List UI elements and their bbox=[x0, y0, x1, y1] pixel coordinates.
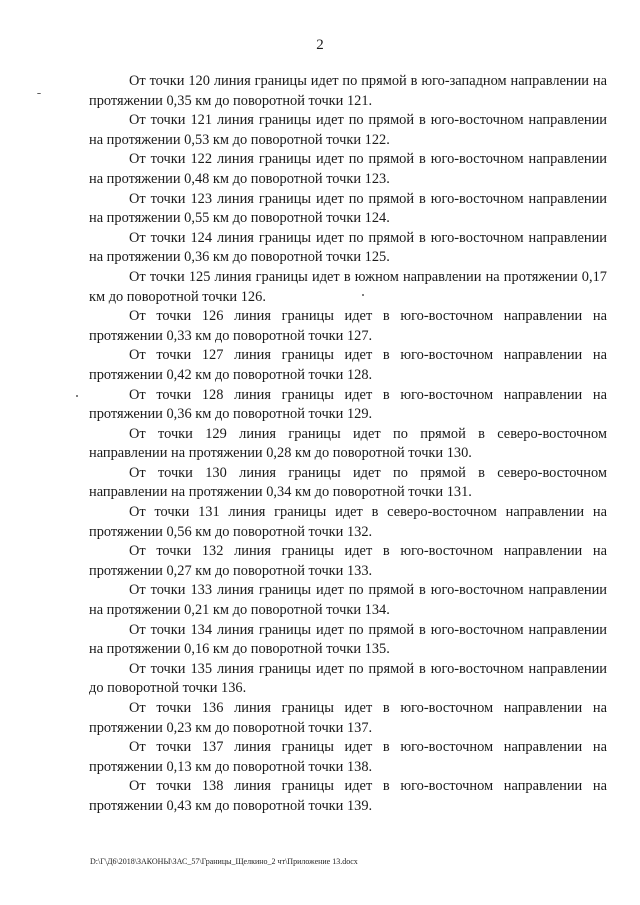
boundary-paragraph: От точки 134 линия границы идет по прямой в юго-восточном направлении на протяжении 0,16 км до поворотной точки 135. bbox=[89, 621, 607, 658]
boundary-paragraph: От точки 133 линия границы идет по прямой в юго-восточном направлении на протяжении 0,21 км до поворотной точки 134. bbox=[89, 582, 607, 619]
boundary-paragraph: От точки 130 линия границы идет по прямой в северо-восточном направлении на протяжении 0,34 км до поворотной точки 131. bbox=[89, 464, 607, 501]
document-body bbox=[89, 72, 607, 817]
boundary-paragraph: От точки 121 линия границы идет по прямой в юго-восточном направлении на протяжении 0,53 км до поворотной точки 122. bbox=[89, 112, 607, 148]
footer-file-path: D:\Г\Д6\2018\ЗАКОНЫ\ЗАС_57\Границы_Щелкино_2 чт\Приложение 13.docx bbox=[90, 857, 358, 866]
page-number: 2 bbox=[316, 37, 324, 53]
boundary-paragraph: От точки 126 линия границы идет в юго-восточном направлении на протяжении 0,33 км до поворотной точки 127. bbox=[89, 308, 607, 344]
boundary-paragraph: От точки 135 линия границы идет по прямой в юго-восточном направлении до поворотной точки 136. bbox=[89, 660, 607, 697]
boundary-paragraph: От точки 129 линия границы идет по прямой в северо-восточном направлении на протяжении 0,28 км до поворотной точки 130. bbox=[89, 425, 607, 462]
boundary-paragraph: От точки 120 линия границы идет по прямой в юго-западном направлении на протяжении 0,35 км до поворотной точки 121. bbox=[89, 73, 607, 109]
boundary-paragraph: От точки 131 линия границы идет в северо-восточном направлении на протяжении 0,56 км до поворотной точки 132. bbox=[89, 504, 607, 540]
boundary-paragraph: От точки 125 линия границы идет в южном направлении на протяжении 0,17 км до поворотной точки 126. bbox=[89, 268, 607, 305]
boundary-paragraph: От точки 132 линия границы идет в юго-восточном направлении на протяжении 0,27 км до поворотной точки 133. bbox=[89, 543, 607, 579]
scan-speck bbox=[76, 395, 78, 397]
boundary-paragraph: От точки 128 линия границы идет в юго-восточном направлении на протяжении 0,36 км до поворотной точки 129. bbox=[89, 386, 607, 423]
boundary-paragraph: От точки 137 линия границы идет в юго-восточном направлении на протяжении 0,13 км до поворотной точки 138. bbox=[89, 739, 607, 775]
boundary-paragraph: От точки 124 линия границы идет по прямой в юго-восточном направлении на протяжении 0,36 км до поворотной точки 125. bbox=[89, 229, 607, 266]
scan-speck bbox=[37, 93, 41, 94]
boundary-paragraph: От точки 138 линия границы идет в юго-восточном направлении на протяжении 0,43 км до поворотной точки 139. bbox=[89, 778, 607, 814]
boundary-paragraph: От точки 123 линия границы идет по прямой в юго-восточном направлении на протяжении 0,55 км до поворотной точки 124. bbox=[89, 190, 607, 227]
boundary-paragraph: От точки 122 линия границы идет по прямой в юго-восточном направлении на протяжении 0,48 км до поворотной точки 123. bbox=[89, 151, 607, 187]
boundary-paragraph: От точки 127 линия границы идет в юго-восточном направлении на протяжении 0,42 км до поворотной точки 128. bbox=[89, 347, 607, 383]
boundary-paragraph: От точки 136 линия границы идет в юго-восточном направлении на протяжении 0,23 км до поворотной точки 137. bbox=[89, 700, 607, 736]
